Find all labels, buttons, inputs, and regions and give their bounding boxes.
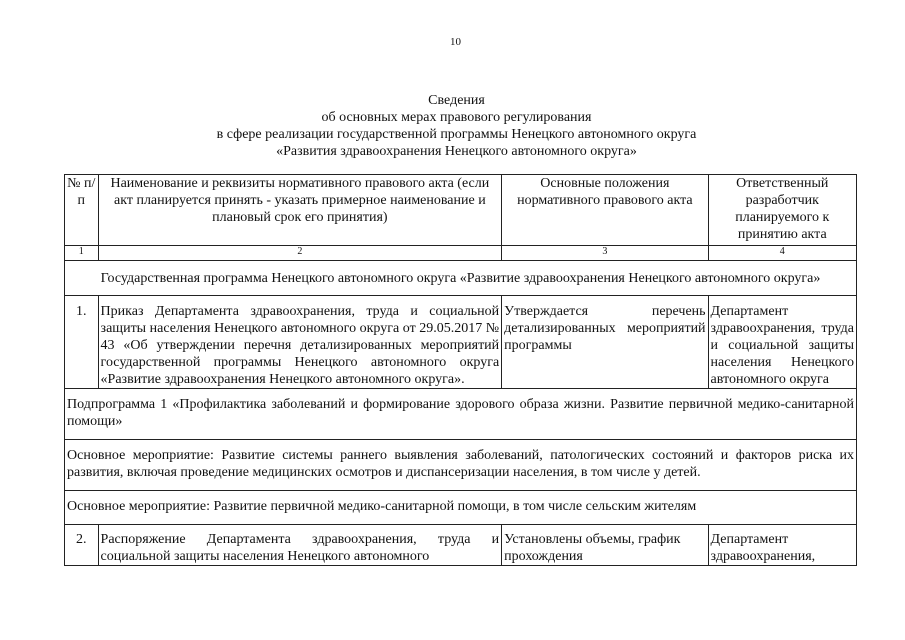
measures-table bbox=[64, 174, 857, 566]
column-numbers-row bbox=[65, 246, 857, 261]
heading-line-1: Сведения bbox=[428, 93, 485, 108]
column-number: 1 bbox=[65, 246, 99, 261]
provisions-cell: Утверждается перечень детализированных мероприятий программы bbox=[502, 296, 708, 389]
heading-line-4: «Развития здравоохранения Ненецкого автономного округа» bbox=[276, 144, 637, 159]
developer-cell: Департамент здравоохранения, bbox=[708, 525, 856, 566]
table-row bbox=[65, 296, 857, 389]
activity-row bbox=[65, 491, 857, 525]
row-number: 1. bbox=[65, 296, 99, 389]
activity-row bbox=[65, 440, 857, 491]
subprogram-title: Подпрограмма 1 «Профилактика заболеваний и формирование здорового образа жизни. Развитие первичной медико-санитарной помощи» bbox=[65, 389, 857, 440]
developer-cell: Департамент здравоохранения, труда и социальной защиты населения Ненецкого автономного округа bbox=[708, 296, 856, 389]
activity-title: Основное мероприятие: Развитие системы раннего выявления заболеваний, патологических состояний и факторов риска их развития, включая проведение медицинских осмотров и диспансеризации населения, в том числе у детей. bbox=[65, 440, 857, 491]
program-title-row bbox=[65, 261, 857, 296]
document-heading bbox=[0, 92, 905, 160]
table-header-row bbox=[65, 175, 857, 246]
activity-title: Основное мероприятие: Развитие первичной медико-санитарной помощи, в том числе сельским жителям bbox=[65, 491, 857, 525]
row-number: 2. bbox=[65, 525, 99, 566]
page-number-text: 10 bbox=[450, 36, 461, 48]
column-number: 2 bbox=[98, 246, 502, 261]
heading-line-2: об основных мерах правового регулирования bbox=[321, 110, 592, 125]
program-title: Государственная программа Ненецкого автономного округа «Развитие здравоохранения Ненецкого автономного округа» bbox=[65, 261, 857, 296]
act-cell: Распоряжение Департамента здравоохранения, труда и социальной защиты населения Ненецкого автономного bbox=[98, 525, 502, 566]
column-number: 3 bbox=[502, 246, 708, 261]
header-developer: Ответственный разработчик планируемого к принятию акта bbox=[708, 175, 856, 246]
column-number: 4 bbox=[708, 246, 856, 261]
subprogram-row bbox=[65, 389, 857, 440]
heading-line-3: в сфере реализации государственной программы Ненецкого автономного округа bbox=[216, 127, 697, 142]
header-act-name: Наименование и реквизиты нормативного правового акта (если акт планируется принять - указать примерное наименование и плановый срок его принятия) bbox=[98, 175, 502, 246]
act-cell: Приказ Департамента здравоохранения, труда и социальной защиты населения Ненецкого автономного округа от 29.05.2017 № 43 «Об утверждении перечня детализированных мероприятий государственной программы Ненецкого автономного округа «Развитие здравоохранения Ненецкого автономного округа». bbox=[98, 296, 502, 389]
header-provisions: Основные положения нормативного правового акта bbox=[502, 175, 708, 246]
header-number: № п/п bbox=[65, 175, 99, 246]
table-row bbox=[65, 525, 857, 566]
provisions-cell: Установлены объемы, график прохождения bbox=[502, 525, 708, 566]
